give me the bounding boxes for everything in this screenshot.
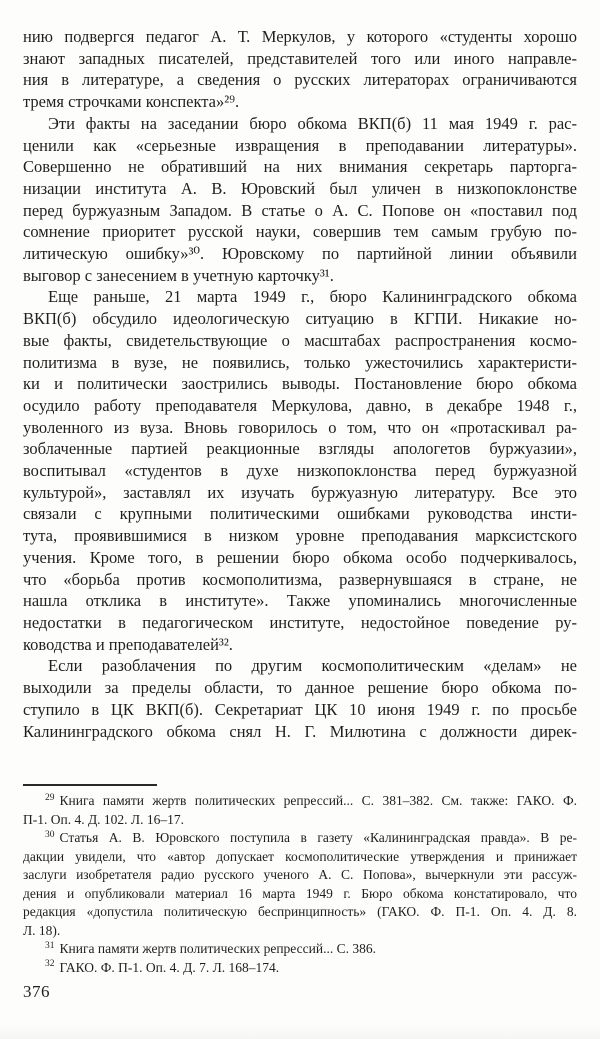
footnote-marker: 31	[45, 940, 55, 951]
footnote-line	[23, 829, 577, 848]
text-line: политизма в вузе, не появились, только ужесточились характеристи-	[23, 352, 577, 372]
page-number: 376	[23, 982, 50, 1001]
footnote-line: редакция «допустила политическую беспринципность» (ГАКО. Ф. П-1. Оп. 4. Д. 8.	[23, 904, 577, 919]
text-line: Эти факты на заседании бюро обкома ВКП(б) 11 мая 1949 г. рас-	[48, 113, 577, 133]
text-line: воспитывал «студентов в духе низкопоклонства перед буржуазной	[23, 461, 577, 481]
text-line: Совершенно не обративший на них внимания секретарь парторга-	[23, 157, 577, 177]
text-line: вые факты, свидетельствующие о масштабах распространения космо-	[23, 330, 577, 350]
text-line: литическую ошибку»³⁰. Юровскому по партийной линии объявили	[23, 244, 577, 264]
text-line: выговор с занесением в учетную карточку³¹.	[23, 265, 334, 285]
text-line: перед буржуазным Западом. В статье о А. С. Попове он «поставил под	[23, 200, 577, 220]
text-line: выходили за пределы области, то данное решение бюро обкома по-	[23, 678, 577, 698]
footnote-line	[23, 959, 577, 978]
footnote-line	[23, 940, 577, 959]
text-line: сомнение приоритет русской науки, совершив тем самым грубую по-	[23, 222, 577, 242]
main-text	[23, 26, 577, 742]
footnote-marker: 29	[45, 792, 55, 803]
footnotes-block	[23, 792, 577, 977]
text-line: Калининградского обкома снял Н. Г. Милютина с должности дирек-	[23, 721, 577, 741]
text-line: осудило работу преподавателя Меркулова, давно, в декабре 1948 г.,	[23, 395, 577, 415]
text-line: зоблаченные партией реакционные взгляды апологетов буржуазии»,	[23, 439, 577, 459]
footnote-line: П-1. Оп. 4. Д. 102. Л. 16–17.	[23, 811, 184, 827]
text-line: ния в литературе, а сведения о русских литераторах ограничиваются	[23, 70, 577, 90]
footnote-separator-rule	[23, 784, 157, 786]
text-line: Если разоблачения по другим космополитическим «делам» не	[48, 656, 577, 676]
text-line: связали с крупными политическими ошибками руководства инсти-	[23, 504, 577, 524]
text-line: ценили как «серьезные извращения в преподавании литературы».	[23, 135, 577, 155]
footnote-text: Книга памяти жертв политических репрессий... С. 386.	[59, 941, 376, 956]
footnote-line: Л. 18).	[23, 922, 61, 938]
text-line: учения. Кроме того, в решении бюро обкома особо подчеркивалось,	[23, 547, 577, 567]
text-line: культурой», заставлял их изучать буржуазную литературу. Все это	[23, 482, 577, 502]
text-line: низации института А. В. Юровский был уличен в низкопоклонстве	[23, 178, 577, 198]
footnote-text: ГАКО. Ф. П-1. Оп. 4. Д. 7. Л. 168–174.	[59, 959, 280, 975]
text-line: ВКП(б) обсудило идеологическую ситуацию в КГПИ. Никакие но-	[23, 309, 577, 329]
footnote-line: заслуги изобретателя радио русского ученого А. С. Попова», вычеркнули эти рассуж-	[23, 867, 577, 882]
footnote-line	[23, 792, 577, 811]
text-line: ступило в ЦК ВКП(б). Секретариат ЦК 10 июня 1949 г. по просьбе	[23, 699, 577, 719]
text-line: нию подвергся педагог А. Т. Меркулов, у которого «студенты хорошо	[23, 27, 577, 46]
text-line: что «борьба против космополитизма, развернувшаяся в стране, не	[23, 569, 577, 589]
text-line: уволенного из вуза. Вновь говорилось о том, что он «протаскивал ра-	[23, 417, 577, 437]
text-line: тремя строчками конспекта»²⁹.	[23, 92, 240, 112]
text-line: знают западных писателей, представителей того или иного направле-	[23, 48, 577, 68]
footnote-text: Статья А. В. Юровского поступила в газету «Калининградская правда». В ре-	[59, 830, 577, 845]
footnote-marker: 32	[45, 959, 55, 969]
text-line: нашла отклика в институте». Также упоминались многочисленные	[23, 591, 577, 611]
footnote-text: Книга памяти жертв политических репрессий... С. 381–382. См. также: ГАКО. Ф.	[59, 793, 577, 808]
text-line: ководства и преподавателей³².	[23, 634, 233, 654]
text-line: ки и политически заострились выводы. Постановление бюро обкома	[23, 374, 577, 394]
footnote-line: дения и опубликовали материал 16 марта 1949 г. Бюро обкома констатировало, что	[23, 885, 577, 901]
footnote-marker: 30	[45, 829, 55, 840]
text-line: тута, проявившимися в низком уровне преподавания марксистского	[23, 526, 577, 546]
footnote-line: дакции увидели, что «автор допускает космополитические утверждения и принижает	[23, 848, 577, 864]
text-line: недостатки в педагогическом институте, недостойное поведение ру-	[23, 612, 577, 632]
text-line: Еще раньше, 21 марта 1949 г., бюро Калининградского обкома	[48, 287, 577, 307]
